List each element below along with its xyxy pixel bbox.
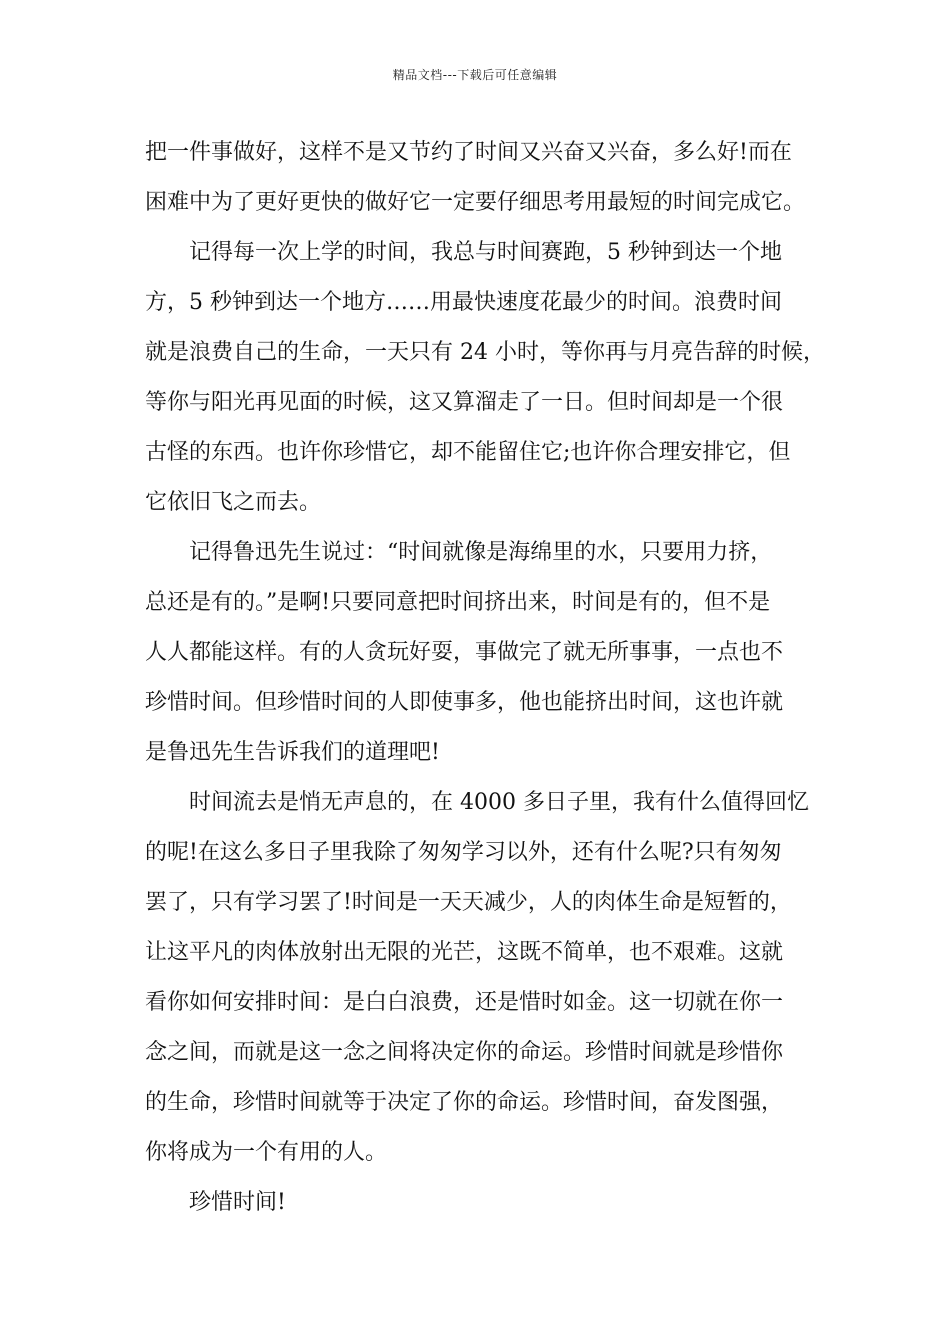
paragraph [145, 128, 825, 228]
body-text [145, 128, 825, 1228]
text-line: 让这平凡的肉体放射出无限的光芒，这既不简单，也不艰难。这就 [145, 940, 784, 965]
paragraph [145, 1178, 825, 1228]
text-line: 记得鲁迅先生说过：“时间就像是海绵里的水，只要用力挤， [189, 540, 773, 565]
paragraph [145, 228, 825, 528]
text-line: 方，5 秒钟到达一个地方……用最快速度花最少的时间。浪费时间 [145, 290, 782, 315]
paragraph [145, 528, 825, 778]
text-line: 看你如何安排时间：是白白浪费，还是惜时如金。这一切就在你一 [145, 990, 784, 1015]
text-line: 时间流去是悄无声息的，在 4000 多日子里，我有什么值得回忆 [189, 790, 809, 815]
text-line: 等你与阳光再见面的时候，这又算溜走了一日。但时间却是一个很 [145, 390, 784, 415]
text-line: 珍惜时间。但珍惜时间的人即使事多，他也能挤出时间，这也许就 [145, 690, 784, 715]
text-line: 的呢!在这么多日子里我除了匆匆学习以外，还有什么呢?只有匆匆 [145, 840, 782, 865]
paragraph [145, 778, 825, 1178]
text-line: 念之间，而就是这一念之间将决定你的命运。珍惜时间就是珍惜你 [145, 1040, 784, 1065]
text-line: 你将成为一个有用的人。 [145, 1140, 388, 1165]
text-line: 罢了，只有学习罢了!时间是一天天减少，人的肉体生命是短暂的， [145, 890, 792, 915]
text-line: 就是浪费自己的生命，一天只有 24 小时，等你再与月亮告辞的时候， [145, 340, 825, 365]
text-line: 总还是有的。”是啊!只要同意把时间挤出来，时间是有的，但不是 [145, 590, 771, 615]
text-line: 它依旧飞之而去。 [145, 490, 322, 515]
text-line: 困难中为了更好更快的做好它一定要仔细思考用最短的时间完成它。 [145, 190, 806, 215]
text-line: 人人都能这样。有的人贪玩好耍，事做完了就无所事事，一点也不 [145, 640, 784, 665]
page-header: 精品文档---下载后可任意编辑 [392, 68, 558, 82]
text-line: 记得每一次上学的时间，我总与时间赛跑，5 秒钟到达一个地 [189, 240, 782, 265]
text-line: 把一件事做好，这样不是又节约了时间又兴奋又兴奋，多么好!而在 [145, 140, 792, 165]
text-line: 的生命，珍惜时间就等于决定了你的命运。珍惜时间，奋发图强， [145, 1090, 784, 1115]
text-line: 是鲁迅先生告诉我们的道理吧! [145, 740, 440, 765]
text-line: 古怪的东西。也许你珍惜它，却不能留住它;也许你合理安排它，但 [145, 440, 791, 465]
text-line: 珍惜时间! [189, 1190, 286, 1215]
